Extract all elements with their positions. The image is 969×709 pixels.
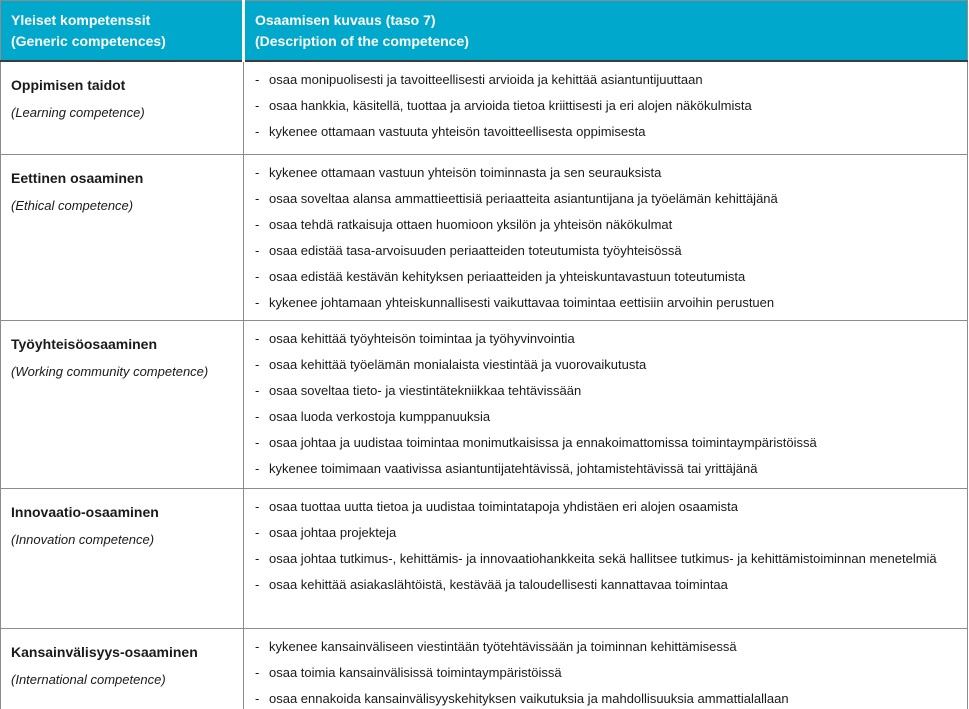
bullet-dash: - bbox=[255, 691, 260, 706]
competence-description-cell bbox=[244, 629, 968, 709]
competence-name-cell bbox=[1, 155, 244, 321]
competence-description-cell bbox=[244, 489, 968, 629]
bullet-dash: - bbox=[255, 123, 260, 139]
competence-name-cell bbox=[1, 321, 244, 489]
bullet-item bbox=[255, 352, 959, 378]
bullet-text: kykenee ottamaan vastuuta yhteisön tavoitteellisesta oppimisesta bbox=[269, 123, 646, 139]
bullet-item bbox=[255, 93, 959, 119]
competence-row-ethical bbox=[1, 155, 968, 321]
bullet-dash: - bbox=[255, 383, 260, 398]
bullet-dash: - bbox=[255, 165, 260, 180]
competence-title-fi: Kansainvälisyys-osaaminen bbox=[11, 644, 198, 660]
bullet-text: osaa hankkia, käsitellä, tuottaa ja arvioida tietoa kriittisesti ja eri alojen näkökulmista bbox=[269, 97, 752, 113]
header-title-fi: Osaamisen kuvaus (taso 7) bbox=[255, 12, 436, 28]
bullet-item bbox=[255, 119, 959, 145]
bullet-item bbox=[255, 686, 959, 709]
bullet-text: osaa toimia kansainvälisissä toimintaympäristöissä bbox=[269, 665, 562, 680]
competence-description-cell bbox=[244, 155, 968, 321]
competence-name-cell bbox=[1, 489, 244, 629]
header-subtitle-en: (Generic competences) bbox=[11, 33, 166, 49]
bullet-dash: - bbox=[255, 665, 260, 680]
bullet-dash: - bbox=[255, 409, 260, 424]
bullet-text: osaa kehittää asiakaslähtöistä, kestävää ja taloudellisesti kannattavaa toimintaa bbox=[269, 577, 728, 592]
bullet-text: osaa edistää tasa-arvoisuuden periaatteiden toteutumista työyhteisössä bbox=[269, 243, 682, 258]
bullet-text: osaa tuottaa uutta tietoa ja uudistaa toimintatapoja yhdistäen eri alojen osaamista bbox=[269, 499, 739, 514]
bullet-item bbox=[255, 404, 959, 430]
bullet-dash: - bbox=[255, 71, 260, 87]
bullet-item bbox=[255, 378, 959, 404]
bullet-text: osaa edistää kestävän kehityksen periaatteiden ja yhteiskuntavastuun toteutumista bbox=[269, 269, 746, 284]
bullet-text: osaa luoda verkostoja kumppanuuksia bbox=[269, 409, 491, 424]
bullet-dash: - bbox=[255, 525, 260, 540]
bullet-item bbox=[255, 456, 959, 482]
bullet-dash: - bbox=[255, 461, 260, 476]
bullet-dash: - bbox=[255, 97, 260, 113]
competence-title-en: (Innovation competence) bbox=[11, 532, 155, 547]
bullet-item bbox=[255, 212, 959, 238]
competence-row-international bbox=[1, 629, 968, 709]
header-cell-description bbox=[244, 1, 968, 61]
bullet-item bbox=[255, 520, 959, 546]
bullet-item bbox=[255, 264, 959, 290]
bullet-item bbox=[255, 326, 959, 352]
bullet-text: kykenee johtamaan yhteiskunnallisesti vaikuttavaa toimintaa eettisiin arvoihin perustuen bbox=[269, 295, 775, 310]
bullet-dash: - bbox=[255, 577, 260, 592]
bullet-item bbox=[255, 67, 959, 93]
bullet-dash: - bbox=[255, 551, 260, 566]
bullet-item bbox=[255, 572, 959, 598]
bullet-dash: - bbox=[255, 357, 260, 372]
bullet-item bbox=[255, 290, 959, 316]
competence-name-cell bbox=[1, 629, 244, 709]
bullet-dash: - bbox=[255, 435, 260, 450]
bullet-item bbox=[255, 494, 959, 520]
bullet-item bbox=[255, 238, 959, 264]
bullet-text: osaa monipuolisesti ja tavoitteellisesti arvioida ja kehittää asiantuntijuuttaan bbox=[269, 71, 703, 87]
bullet-text: osaa soveltaa tieto- ja viestintätekniikkaa tehtävissään bbox=[269, 383, 582, 398]
bullet-item bbox=[255, 430, 959, 456]
bullet-dash: - bbox=[255, 331, 260, 346]
bullet-text: kykenee kansainväliseen viestintään työtehtävissään ja toiminnan kehittämisessä bbox=[269, 639, 737, 654]
competence-title-en: (Working community competence) bbox=[11, 364, 209, 379]
header-cell-generic-competences bbox=[1, 1, 244, 61]
bullet-text: kykenee toimimaan vaativissa asiantuntijatehtävissä, johtamistehtävissä tai yrittäjänä bbox=[269, 461, 758, 476]
bullet-item bbox=[255, 546, 959, 572]
header-subtitle-en: (Description of the competence) bbox=[255, 33, 469, 49]
competence-description-cell bbox=[244, 61, 968, 155]
competence-description-cell bbox=[244, 321, 968, 489]
competence-title-en: (International competence) bbox=[11, 672, 166, 687]
bullet-item bbox=[255, 186, 959, 212]
competence-row-learning bbox=[1, 61, 968, 155]
bullet-item bbox=[255, 660, 959, 686]
competence-title-fi: Innovaatio-osaaminen bbox=[11, 504, 159, 520]
competence-title-fi: Eettinen osaaminen bbox=[11, 170, 144, 186]
bullet-dash: - bbox=[255, 295, 260, 310]
bullet-item bbox=[255, 160, 959, 186]
bullet-text: osaa soveltaa alansa ammattieettisiä periaatteita asiantuntijana ja työelämän kehittäjänä bbox=[269, 191, 778, 206]
competence-title-en: (Ethical competence) bbox=[11, 198, 134, 213]
competence-row-innovation bbox=[1, 489, 968, 629]
bullet-dash: - bbox=[255, 191, 260, 206]
header-title-fi: Yleiset kompetenssit bbox=[11, 12, 151, 28]
competence-name-cell bbox=[1, 61, 244, 155]
competence-title-en: (Learning competence) bbox=[11, 104, 145, 120]
bullet-text: osaa johtaa ja uudistaa toimintaa monimutkaisissa ja ennakoimattomissa toimintaympäristöissä bbox=[269, 435, 817, 450]
competence-title-fi: Oppimisen taidot bbox=[11, 76, 126, 93]
bullet-text: osaa kehittää työelämän monialaista viestintää ja vuorovaikutusta bbox=[269, 357, 647, 372]
competence-title-fi: Työyhteisöosaaminen bbox=[11, 336, 158, 352]
bullet-item bbox=[255, 634, 959, 660]
bullet-dash: - bbox=[255, 243, 260, 258]
bullet-dash: - bbox=[255, 217, 260, 232]
bullet-dash: - bbox=[255, 269, 260, 284]
bullet-text: osaa ennakoida kansainvälisyyskehityksen vaikutuksia ja mahdollisuuksia ammattialallaan bbox=[269, 691, 789, 706]
bullet-dash: - bbox=[255, 639, 260, 654]
bullet-text: osaa johtaa tutkimus-, kehittämis- ja innovaatiohankkeita sekä hallitsee tutkimus- ja kehittämistoiminnan menetelmiä bbox=[269, 551, 937, 566]
bullet-dash: - bbox=[255, 499, 260, 514]
bullet-text: osaa kehittää työyhteisön toimintaa ja työhyvinvointia bbox=[269, 331, 575, 346]
competence-row-working-community bbox=[1, 321, 968, 489]
bullet-text: kykenee ottamaan vastuun yhteisön toiminnasta ja sen seurauksista bbox=[269, 165, 662, 180]
header-row bbox=[1, 1, 968, 61]
bullet-text: osaa johtaa projekteja bbox=[269, 525, 397, 540]
bullet-text: osaa tehdä ratkaisuja ottaen huomioon yksilön ja yhteisön näkökulmat bbox=[269, 217, 673, 232]
